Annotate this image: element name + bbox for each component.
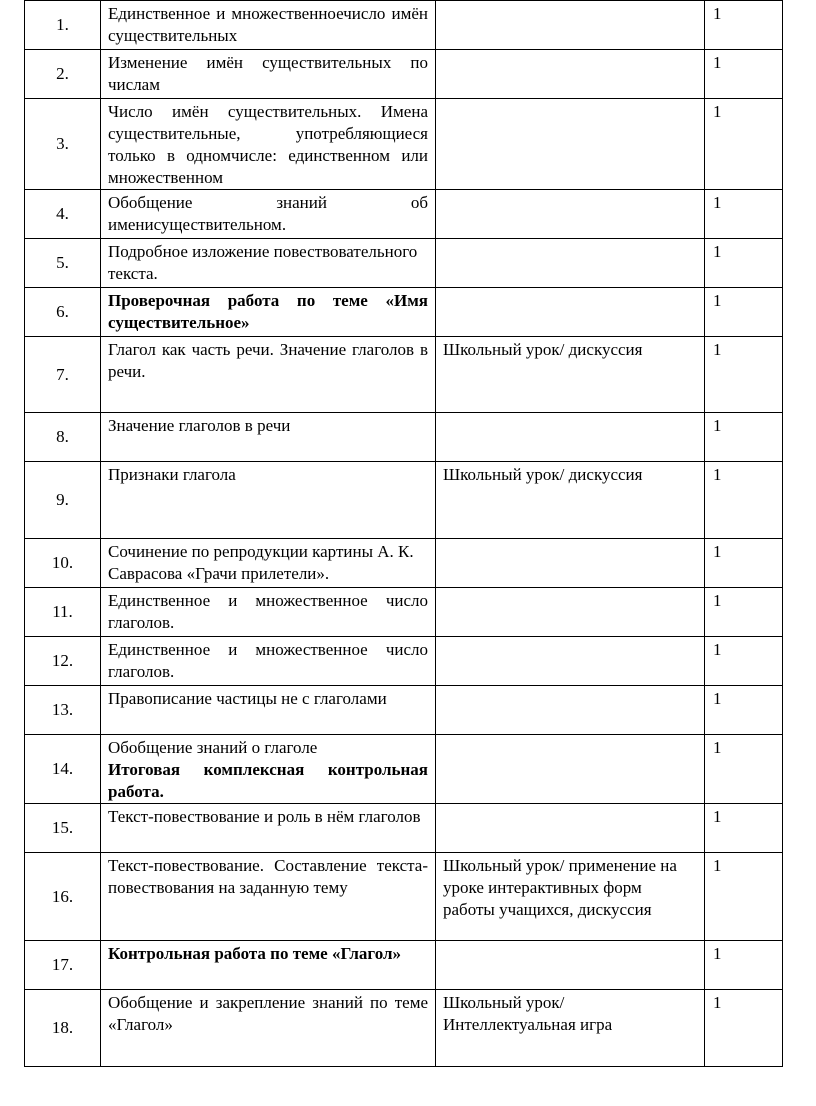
table-row [25, 990, 783, 1067]
lesson-topic: Обобщение и закрепление знаний по теме «Глагол» [101, 990, 436, 1067]
lesson-topic: Текст-повествование. Составление текста-повествования на заданную тему [101, 853, 436, 941]
lesson-hours: 1 [705, 99, 783, 190]
lesson-number: 16. [25, 853, 101, 941]
table-row [25, 588, 783, 637]
table-row [25, 804, 783, 853]
lesson-number: 10. [25, 539, 101, 588]
table-row [25, 735, 783, 804]
lesson-hours: 1 [705, 735, 783, 804]
lesson-form [436, 413, 705, 462]
lesson-number: 1. [25, 1, 101, 50]
lesson-plan-body [25, 1, 783, 1067]
lesson-form [436, 637, 705, 686]
table-row [25, 99, 783, 190]
table-row [25, 190, 783, 239]
lesson-topic-cell [101, 735, 436, 804]
lesson-topic: Подробное изложение повествовательного текста. [101, 239, 436, 288]
lesson-topic: Обобщение знаний об именисуществительном. [101, 190, 436, 239]
lesson-hours: 1 [705, 337, 783, 413]
lesson-topic: Признаки глагола [101, 462, 436, 539]
lesson-hours: 1 [705, 853, 783, 941]
lesson-topic: Единственное и множественное число глаголов. [101, 637, 436, 686]
lesson-form [436, 288, 705, 337]
lesson-number: 14. [25, 735, 101, 804]
lesson-number: 8. [25, 413, 101, 462]
lesson-topic: Значение глаголов в речи [101, 413, 436, 462]
table-row [25, 413, 783, 462]
table-row [25, 337, 783, 413]
lesson-topic: Изменение имён существительных по числам [101, 50, 436, 99]
lesson-form [436, 588, 705, 637]
lesson-form [436, 50, 705, 99]
lesson-topic: Сочинение по репродукции картины А. К. Саврасова «Грачи прилетели». [101, 539, 436, 588]
lesson-hours: 1 [705, 804, 783, 853]
lesson-topic: Единственное и множественное число глаголов. [101, 588, 436, 637]
lesson-hours: 1 [705, 941, 783, 990]
lesson-form [436, 99, 705, 190]
lesson-number: 5. [25, 239, 101, 288]
lesson-topic-bold: Контрольная работа по теме «Глагол» [101, 941, 436, 990]
lesson-number: 18. [25, 990, 101, 1067]
lesson-hours: 1 [705, 637, 783, 686]
lesson-topic: Текст-повествование и роль в нём глаголов [101, 804, 436, 853]
lesson-form [436, 804, 705, 853]
lesson-topic-bold: Итоговая комплексная контрольная работа. [108, 760, 428, 801]
lesson-hours: 1 [705, 413, 783, 462]
lesson-number: 11. [25, 588, 101, 637]
lesson-number: 3. [25, 99, 101, 190]
lesson-hours: 1 [705, 190, 783, 239]
lesson-form [436, 239, 705, 288]
lesson-form: Школьный урок/ дискуссия [436, 337, 705, 413]
lesson-hours: 1 [705, 462, 783, 539]
lesson-form [436, 941, 705, 990]
lesson-form [436, 1, 705, 50]
lesson-number: 2. [25, 50, 101, 99]
lesson-number: 6. [25, 288, 101, 337]
lesson-number: 15. [25, 804, 101, 853]
lesson-number: 7. [25, 337, 101, 413]
lesson-number: 17. [25, 941, 101, 990]
lesson-topic: Обобщение знаний о глаголе [108, 738, 318, 757]
table-row [25, 853, 783, 941]
lesson-form [436, 735, 705, 804]
lesson-topic: Глагол как часть речи. Значение глаголов в речи. [101, 337, 436, 413]
lesson-form: Школьный урок/ применение на уроке интерактивных форм работы учащихся, дискуссия [436, 853, 705, 941]
table-row [25, 941, 783, 990]
lesson-hours: 1 [705, 239, 783, 288]
lesson-hours: 1 [705, 288, 783, 337]
lesson-hours: 1 [705, 990, 783, 1067]
lesson-number: 4. [25, 190, 101, 239]
lesson-hours: 1 [705, 588, 783, 637]
lesson-form: Школьный урок/ Интеллектуальная игра [436, 990, 705, 1067]
lesson-number: 12. [25, 637, 101, 686]
table-row [25, 50, 783, 99]
lesson-hours: 1 [705, 50, 783, 99]
lesson-form: Школьный урок/ дискуссия [436, 462, 705, 539]
table-row [25, 539, 783, 588]
lesson-hours: 1 [705, 539, 783, 588]
table-row [25, 1, 783, 50]
lesson-hours: 1 [705, 686, 783, 735]
lesson-number: 13. [25, 686, 101, 735]
lesson-form [436, 686, 705, 735]
table-row [25, 288, 783, 337]
lesson-plan-table [24, 0, 783, 1067]
lesson-topic-bold: Проверочная работа по теме «Имя существительное» [101, 288, 436, 337]
table-row [25, 462, 783, 539]
table-row [25, 239, 783, 288]
table-row [25, 637, 783, 686]
lesson-form [436, 190, 705, 239]
lesson-hours: 1 [705, 1, 783, 50]
lesson-form [436, 539, 705, 588]
lesson-topic: Единственное и множественноечисло имён существительных [101, 1, 436, 50]
lesson-topic: Число имён существительных. Имена существительные, употребляющиеся только в одномчисле: единственном или множественном [101, 99, 436, 190]
lesson-topic: Правописание частицы не с глаголами [101, 686, 436, 735]
table-row [25, 686, 783, 735]
lesson-number: 9. [25, 462, 101, 539]
